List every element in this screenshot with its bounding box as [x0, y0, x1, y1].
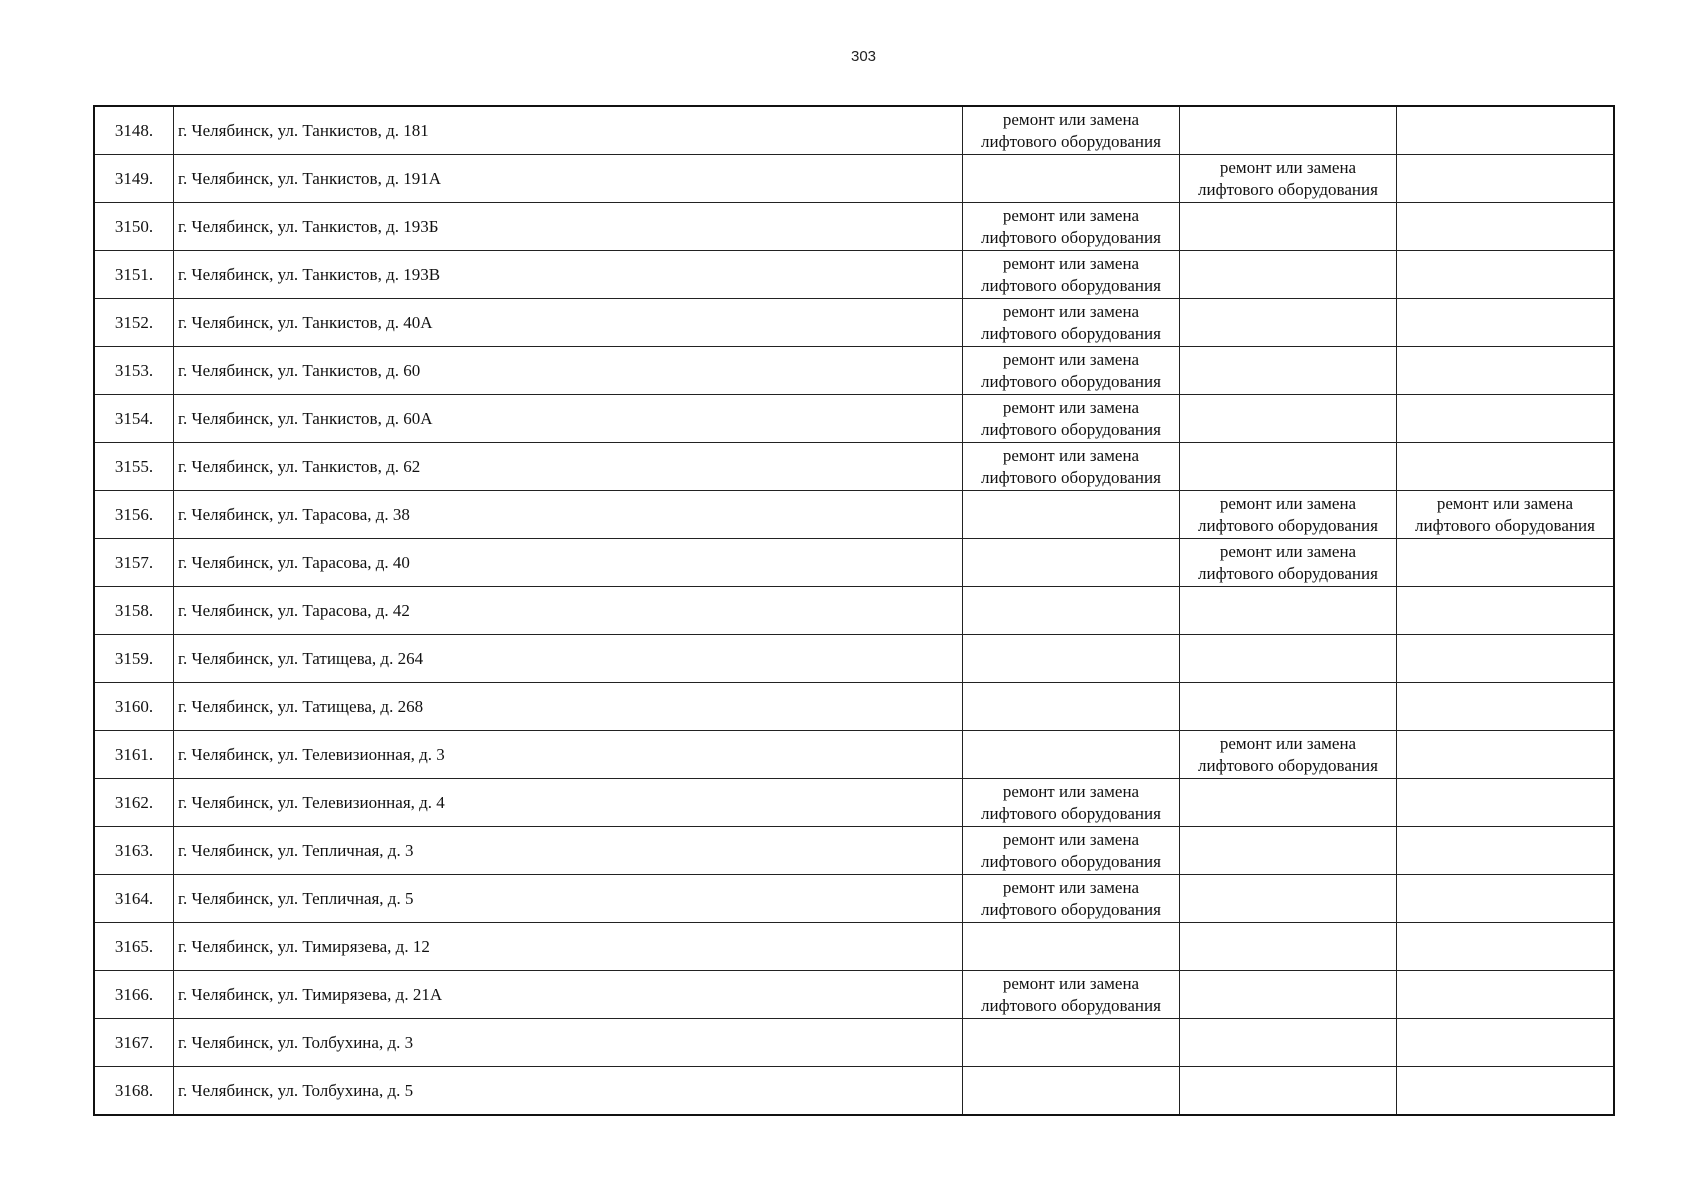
row-number-cell: 3157.	[94, 539, 174, 587]
work-type-cell-1	[963, 587, 1180, 635]
work-type-cell-3	[1397, 251, 1615, 299]
work-type-cell-1	[963, 635, 1180, 683]
work-type-cell-1: ремонт или замена лифтового оборудования	[963, 251, 1180, 299]
work-type-cell-1	[963, 923, 1180, 971]
work-type-cell-2	[1180, 395, 1397, 443]
table-row	[94, 251, 1614, 299]
work-type-cell-1	[963, 1067, 1180, 1116]
address-cell: г. Челябинск, ул. Танкистов, д. 191А	[174, 155, 963, 203]
address-cell: г. Челябинск, ул. Тепличная, д. 5	[174, 875, 963, 923]
work-type-cell-3	[1397, 395, 1615, 443]
work-type-cell-2	[1180, 827, 1397, 875]
work-type-cell-2	[1180, 971, 1397, 1019]
table-row	[94, 923, 1614, 971]
row-number-cell: 3150.	[94, 203, 174, 251]
work-type-cell-2	[1180, 299, 1397, 347]
work-type-cell-3	[1397, 1067, 1615, 1116]
work-type-cell-3	[1397, 731, 1615, 779]
address-cell: г. Челябинск, ул. Татищева, д. 264	[174, 635, 963, 683]
work-type-cell-3	[1397, 635, 1615, 683]
work-type-cell-3	[1397, 875, 1615, 923]
row-number-cell: 3163.	[94, 827, 174, 875]
address-cell: г. Челябинск, ул. Танкистов, д. 40А	[174, 299, 963, 347]
work-type-cell-2	[1180, 779, 1397, 827]
table-body	[94, 106, 1614, 1115]
table-row	[94, 155, 1614, 203]
work-type-cell-1: ремонт или замена лифтового оборудования	[963, 106, 1180, 155]
row-number-cell: 3155.	[94, 443, 174, 491]
address-cell: г. Челябинск, ул. Танкистов, д. 60	[174, 347, 963, 395]
table-row	[94, 587, 1614, 635]
row-number-cell: 3151.	[94, 251, 174, 299]
table-row	[94, 347, 1614, 395]
work-type-cell-1: ремонт или замена лифтового оборудования	[963, 347, 1180, 395]
work-type-cell-2: ремонт или замена лифтового оборудования	[1180, 539, 1397, 587]
work-type-cell-3	[1397, 106, 1615, 155]
table-row	[94, 539, 1614, 587]
row-number-cell: 3149.	[94, 155, 174, 203]
work-type-cell-1	[963, 683, 1180, 731]
address-cell: г. Челябинск, ул. Телевизионная, д. 3	[174, 731, 963, 779]
row-number-cell: 3161.	[94, 731, 174, 779]
work-type-cell-2	[1180, 443, 1397, 491]
work-type-cell-2	[1180, 203, 1397, 251]
address-table	[93, 105, 1615, 1116]
work-type-cell-3	[1397, 587, 1615, 635]
work-type-cell-1: ремонт или замена лифтового оборудования	[963, 827, 1180, 875]
address-cell: г. Челябинск, ул. Танкистов, д. 193В	[174, 251, 963, 299]
work-type-cell-3	[1397, 971, 1615, 1019]
table-row	[94, 395, 1614, 443]
work-type-cell-3	[1397, 347, 1615, 395]
work-type-cell-3	[1397, 299, 1615, 347]
address-cell: г. Челябинск, ул. Тарасова, д. 40	[174, 539, 963, 587]
address-cell: г. Челябинск, ул. Тарасова, д. 42	[174, 587, 963, 635]
table-row	[94, 731, 1614, 779]
work-type-cell-3	[1397, 779, 1615, 827]
table-row	[94, 971, 1614, 1019]
address-cell: г. Челябинск, ул. Танкистов, д. 62	[174, 443, 963, 491]
work-type-cell-2	[1180, 587, 1397, 635]
work-type-cell-3	[1397, 443, 1615, 491]
address-cell: г. Челябинск, ул. Толбухина, д. 3	[174, 1019, 963, 1067]
row-number-cell: 3154.	[94, 395, 174, 443]
row-number-cell: 3156.	[94, 491, 174, 539]
work-type-cell-2	[1180, 106, 1397, 155]
row-number-cell: 3148.	[94, 106, 174, 155]
row-number-cell: 3159.	[94, 635, 174, 683]
table-row	[94, 443, 1614, 491]
work-type-cell-2	[1180, 635, 1397, 683]
work-type-cell-3	[1397, 539, 1615, 587]
table-row	[94, 779, 1614, 827]
work-type-cell-1: ремонт или замена лифтового оборудования	[963, 779, 1180, 827]
row-number-cell: 3168.	[94, 1067, 174, 1116]
address-cell: г. Челябинск, ул. Тепличная, д. 3	[174, 827, 963, 875]
work-type-cell-3	[1397, 923, 1615, 971]
work-type-cell-1: ремонт или замена лифтового оборудования	[963, 203, 1180, 251]
work-type-cell-1: ремонт или замена лифтового оборудования	[963, 875, 1180, 923]
work-type-cell-3	[1397, 683, 1615, 731]
work-type-cell-2	[1180, 251, 1397, 299]
work-type-cell-2	[1180, 923, 1397, 971]
work-type-cell-2: ремонт или замена лифтового оборудования	[1180, 731, 1397, 779]
work-type-cell-2	[1180, 347, 1397, 395]
work-type-cell-2: ремонт или замена лифтового оборудования	[1180, 155, 1397, 203]
table-row	[94, 635, 1614, 683]
table-row	[94, 491, 1614, 539]
table-row	[94, 203, 1614, 251]
table-row	[94, 1019, 1614, 1067]
work-type-cell-1: ремонт или замена лифтового оборудования	[963, 299, 1180, 347]
page-number: 303	[850, 48, 877, 65]
work-type-cell-2: ремонт или замена лифтового оборудования	[1180, 491, 1397, 539]
table-row	[94, 875, 1614, 923]
address-cell: г. Челябинск, ул. Тарасова, д. 38	[174, 491, 963, 539]
work-type-cell-3	[1397, 1019, 1615, 1067]
row-number-cell: 3160.	[94, 683, 174, 731]
work-type-cell-1	[963, 539, 1180, 587]
row-number-cell: 3158.	[94, 587, 174, 635]
address-cell: г. Челябинск, ул. Толбухина, д. 5	[174, 1067, 963, 1116]
work-type-cell-2	[1180, 1019, 1397, 1067]
work-type-cell-1	[963, 491, 1180, 539]
table-row	[94, 299, 1614, 347]
work-type-cell-3	[1397, 827, 1615, 875]
work-type-cell-1	[963, 155, 1180, 203]
address-cell: г. Челябинск, ул. Телевизионная, д. 4	[174, 779, 963, 827]
address-cell: г. Челябинск, ул. Танкистов, д. 60А	[174, 395, 963, 443]
table-row	[94, 683, 1614, 731]
work-type-cell-1	[963, 1019, 1180, 1067]
address-cell: г. Челябинск, ул. Танкистов, д. 181	[174, 106, 963, 155]
table-row	[94, 1067, 1614, 1116]
row-number-cell: 3162.	[94, 779, 174, 827]
work-type-cell-2	[1180, 683, 1397, 731]
work-type-cell-3: ремонт или замена лифтового оборудования	[1397, 491, 1615, 539]
work-type-cell-2	[1180, 875, 1397, 923]
work-type-cell-1	[963, 731, 1180, 779]
row-number-cell: 3153.	[94, 347, 174, 395]
work-type-cell-1: ремонт или замена лифтового оборудования	[963, 395, 1180, 443]
address-cell: г. Челябинск, ул. Татищева, д. 268	[174, 683, 963, 731]
row-number-cell: 3167.	[94, 1019, 174, 1067]
work-type-cell-3	[1397, 203, 1615, 251]
row-number-cell: 3164.	[94, 875, 174, 923]
table-row	[94, 106, 1614, 155]
work-type-cell-1: ремонт или замена лифтового оборудования	[963, 443, 1180, 491]
work-type-cell-2	[1180, 1067, 1397, 1116]
row-number-cell: 3165.	[94, 923, 174, 971]
table-row	[94, 827, 1614, 875]
work-type-cell-1: ремонт или замена лифтового оборудования	[963, 971, 1180, 1019]
address-cell: г. Челябинск, ул. Тимирязева, д. 21А	[174, 971, 963, 1019]
address-cell: г. Челябинск, ул. Танкистов, д. 193Б	[174, 203, 963, 251]
address-cell: г. Челябинск, ул. Тимирязева, д. 12	[174, 923, 963, 971]
row-number-cell: 3152.	[94, 299, 174, 347]
work-type-cell-3	[1397, 155, 1615, 203]
row-number-cell: 3166.	[94, 971, 174, 1019]
